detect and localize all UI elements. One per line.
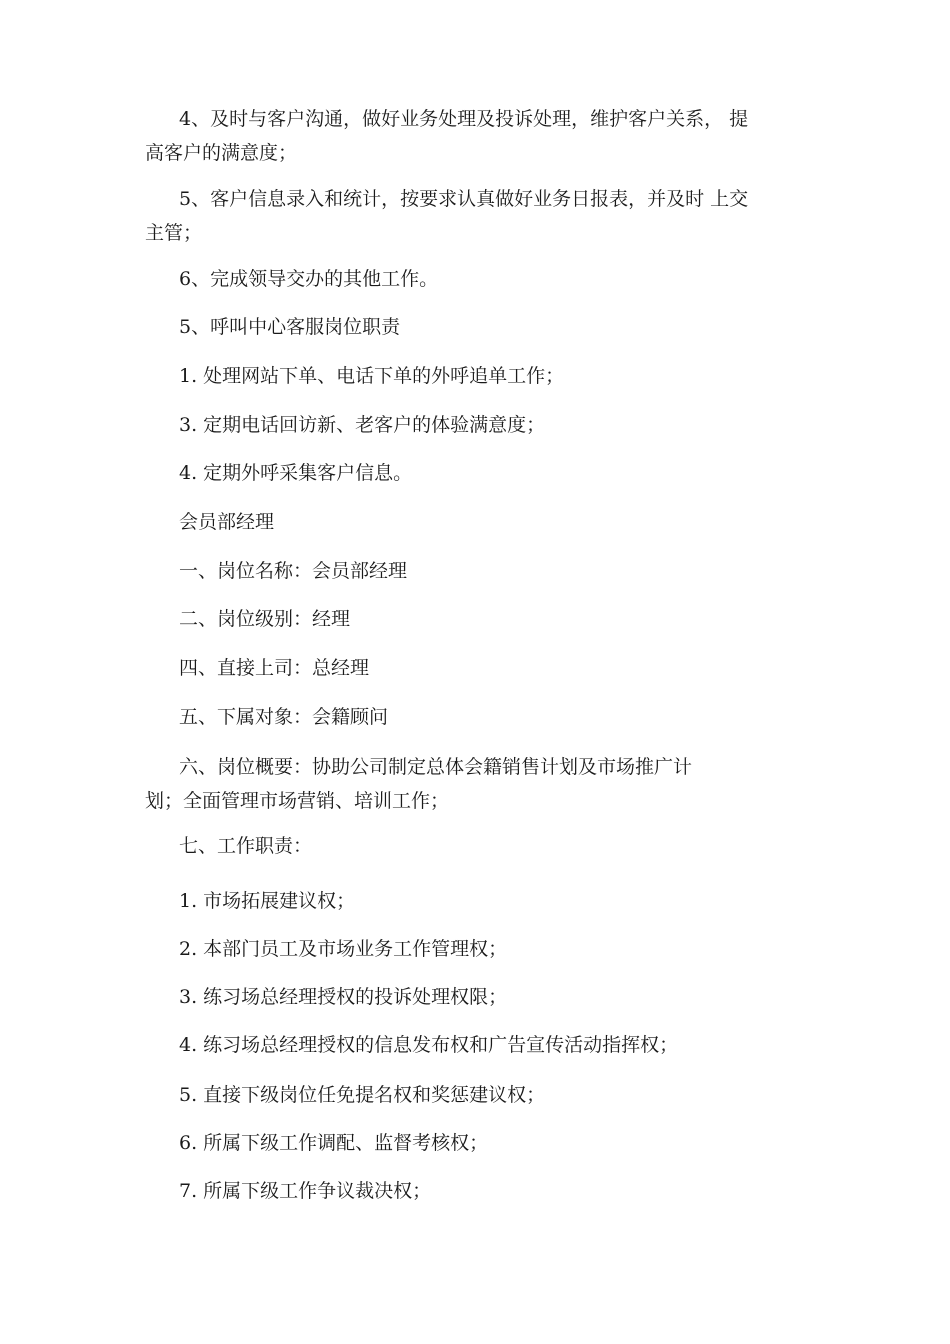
paragraph-line: 4、及时与客户沟通，做好业务处理及投诉处理，维护客户关系， 提	[179, 108, 749, 130]
paragraph-line: 一、岗位名称：会员部经理	[179, 560, 408, 582]
paragraph-6-other-work	[145, 262, 438, 296]
list-item	[145, 1174, 431, 1208]
info-subordinates	[145, 700, 388, 734]
list-item	[145, 884, 355, 918]
list-item	[145, 932, 507, 966]
paragraph-line: 六、岗位概要：协助公司制定总体会籍销售计划及市场推广计	[179, 756, 693, 778]
list-item	[145, 1028, 678, 1062]
paragraph-line: 会员部经理	[179, 511, 275, 533]
paragraph-line: 四、直接上司：总经理	[179, 657, 370, 679]
list-item	[145, 359, 564, 393]
list-item	[145, 980, 507, 1014]
paragraph-line: 6、完成领导交办的其他工作。	[179, 268, 439, 290]
paragraph-line: 5. 直接下级岗位任免提名权和奖惩建议权；	[179, 1084, 546, 1106]
paragraph-line: 二、岗位级别：经理	[179, 608, 351, 630]
paragraph-line: 3. 定期电话回访新、老客户的体验满意度；	[179, 414, 546, 436]
paragraph-line: 七、工作职责：	[179, 835, 313, 857]
info-position-summary	[145, 750, 692, 818]
section-heading-duties	[145, 829, 312, 863]
paragraph-line: 4. 练习场总经理授权的信息发布权和广告宣传活动指挥权；	[179, 1034, 679, 1056]
paragraph-line: 3. 练习场总经理授权的投诉处理权限；	[179, 986, 508, 1008]
section-heading-call-center	[145, 310, 400, 344]
paragraph-line: 4. 定期外呼采集客户信息。	[179, 462, 413, 484]
section-heading-member-manager	[145, 505, 274, 539]
paragraph-line: 7. 所属下级工作争议裁决权；	[179, 1180, 432, 1202]
paragraph-line: 6. 所属下级工作调配、监督考核权；	[179, 1132, 489, 1154]
paragraph-line: 高客户的满意度；	[145, 142, 298, 164]
paragraph-4-communication	[145, 102, 748, 170]
paragraph-line: 2. 本部门员工及市场业务工作管理权；	[179, 938, 508, 960]
list-item	[145, 1126, 488, 1160]
paragraph-line: 主管；	[145, 222, 203, 244]
info-direct-supervisor	[145, 651, 369, 685]
paragraph-line: 5、呼叫中心客服岗位职责	[179, 316, 401, 338]
paragraph-line: 5、客户信息录入和统计，按要求认真做好业务日报表，并及时 上交	[179, 188, 749, 210]
paragraph-line: 1. 处理网站下单、电话下单的外呼追单工作；	[179, 365, 565, 387]
info-position-name	[145, 554, 407, 588]
paragraph-line: 划；全面管理市场营销、培训工作；	[145, 790, 450, 812]
list-item	[145, 456, 412, 490]
info-position-level	[145, 602, 350, 636]
paragraph-line: 五、下属对象：会籍顾问	[179, 706, 389, 728]
list-item	[145, 1078, 545, 1112]
paragraph-line: 1. 市场拓展建议权；	[179, 890, 356, 912]
paragraph-5-data-entry	[145, 182, 748, 250]
list-item	[145, 408, 545, 442]
